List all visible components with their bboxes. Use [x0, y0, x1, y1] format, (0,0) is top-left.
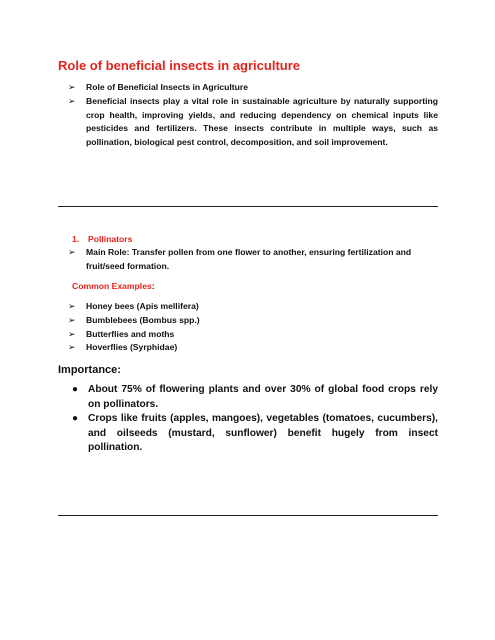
examples-heading-text: Common Examples: [72, 281, 152, 291]
section-number: 1.: [72, 234, 80, 244]
list-item: [72, 383, 438, 412]
importance-text: About 75% of flowering plants and over 30% of global food crops rely on pollinators.: [88, 384, 438, 410]
importance-list: [72, 383, 438, 456]
importance-heading: Importance:: [58, 364, 121, 376]
example-text: Hoverflies (Syrphidae): [86, 342, 178, 353]
examples-heading-colon: :: [151, 281, 155, 291]
arrow-bullet-icon: ➢: [68, 342, 76, 353]
section-heading-text: Pollinators: [88, 234, 133, 244]
intro-item-paragraph: [68, 95, 438, 150]
list-item: [72, 412, 438, 456]
role-list: [68, 246, 438, 274]
arrow-bullet-icon: ➢: [68, 301, 76, 311]
arrow-bullet-icon: ➢: [68, 314, 76, 325]
section-heading-pollinators: [72, 234, 132, 244]
intro-item-text: Role of Beneficial Insects in Agriculture: [86, 82, 249, 92]
example-text: Bumblebees (Bombus spp.): [86, 314, 200, 325]
examples-heading: [72, 281, 155, 291]
main-role-text: Main Role: Transfer pollen from one flower to another, ensuring fertilization and fruit/seed formation.: [86, 247, 412, 271]
importance-text: Crops like fruits (apples, mangoes), vegetables (tomatoes, cucumbers), and oilseeds (mustard, sunflower) benefit hugely from insect pollination.: [88, 413, 438, 453]
intro-item-text: Beneficial insects play a vital role in sustainable agriculture by naturally supporting crop health, improving yields, and reducing dependency on chemical inputs like pesticides and fertilizers. These insects contribute in multiple ways, such as pollination, biological pest control, decomposition, and soil improvement.: [86, 95, 438, 148]
arrow-bullet-icon: ➢: [68, 95, 76, 106]
list-item: [68, 328, 428, 342]
list-item: [68, 300, 428, 314]
bullet-dot-icon: ●: [72, 384, 79, 395]
arrow-bullet-icon: ➢: [68, 328, 76, 339]
example-text: Butterflies and moths: [86, 328, 175, 339]
list-item: [68, 314, 428, 328]
examples-list: [68, 300, 428, 355]
horizontal-divider: [58, 206, 438, 207]
example-text: Honey bees (Apis mellifera): [86, 301, 199, 311]
main-role-item: [68, 246, 438, 274]
arrow-bullet-icon: ➢: [68, 247, 76, 257]
intro-list: [68, 81, 438, 150]
intro-item-heading: [68, 81, 438, 95]
page-title: Role of beneficial insects in agriculture: [58, 58, 301, 73]
bullet-dot-icon: ●: [72, 413, 79, 424]
list-item: [68, 341, 428, 355]
horizontal-divider: [58, 515, 438, 516]
arrow-bullet-icon: ➢: [68, 82, 76, 92]
